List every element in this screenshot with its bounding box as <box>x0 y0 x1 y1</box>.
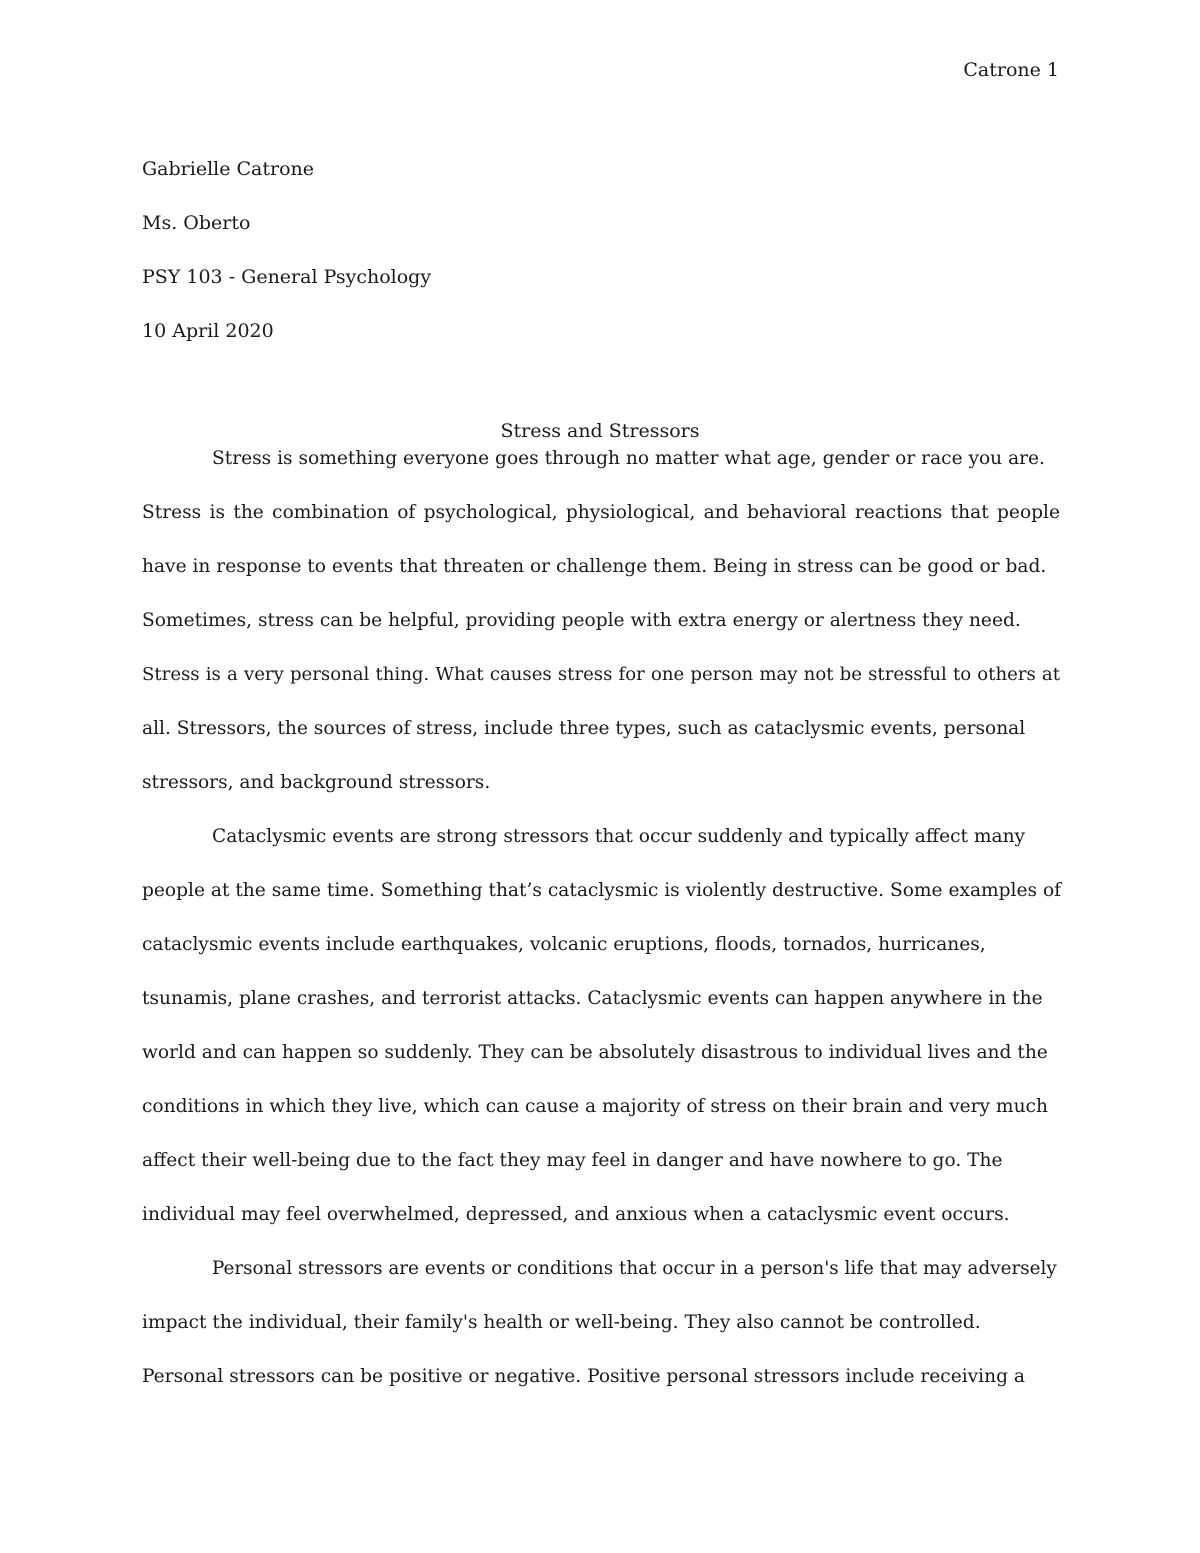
body-line: people at the same time. Something that’s cataclysmic is violently destructive. Some examples of <box>142 880 1062 901</box>
body-line: all. Stressors, the sources of stress, include three types, such as cataclysmic events, personal <box>142 718 1026 739</box>
course-name: PSY 103 - General Psychology <box>142 266 432 288</box>
body-line: impact the individual, their family's health or well-being. They also cannot be controlled. <box>142 1312 981 1333</box>
body-line: world and can happen so suddenly. They can be absolutely disastrous to individual lives and the <box>142 1042 1048 1063</box>
running-header: Catrone 1 <box>963 59 1059 81</box>
instructor-name: Ms. Oberto <box>142 212 251 234</box>
author-name: Gabrielle Catrone <box>142 158 315 180</box>
body-line: Personal stressors are events or conditions that occur in a person's life that may adversely <box>212 1258 1057 1279</box>
body-line: individual may feel overwhelmed, depressed, and anxious when a cataclysmic event occurs. <box>142 1204 1010 1225</box>
body-line: conditions in which they live, which can cause a majority of stress on their brain and very much <box>142 1096 1048 1117</box>
body-line: affect their well-being due to the fact they may feel in danger and have nowhere to go. The <box>142 1150 1003 1171</box>
body-line: Personal stressors can be positive or negative. Positive personal stressors include receiving a <box>142 1366 1025 1387</box>
essay-date: 10 April 2020 <box>142 320 274 342</box>
body-line: Sometimes, stress can be helpful, providing people with extra energy or alertness they need. <box>142 610 1021 631</box>
body-line: have in response to events that threaten or challenge them. Being in stress can be good or bad. <box>142 556 1047 577</box>
body-line: cataclysmic events include earthquakes, volcanic eruptions, floods, tornados, hurricanes, <box>142 934 986 955</box>
body-line: stressors, and background stressors. <box>142 772 491 793</box>
body-line: tsunamis, plane crashes, and terrorist attacks. Cataclysmic events can happen anywhere in the <box>142 988 1043 1009</box>
body-line: Stress is a very personal thing. What causes stress for one person may not be stressful to others at <box>142 664 1060 685</box>
body-line: Cataclysmic events are strong stressors that occur suddenly and typically affect many <box>212 826 1026 847</box>
essay-title: Stress and Stressors <box>500 420 700 442</box>
body-line: Stress is something everyone goes through no matter what age, gender or race you are. <box>212 448 1045 469</box>
mla-heading <box>142 142 1060 358</box>
body-line: Stress is the combination of psychological, physiological, and behavioral reactions that people <box>142 502 1060 523</box>
